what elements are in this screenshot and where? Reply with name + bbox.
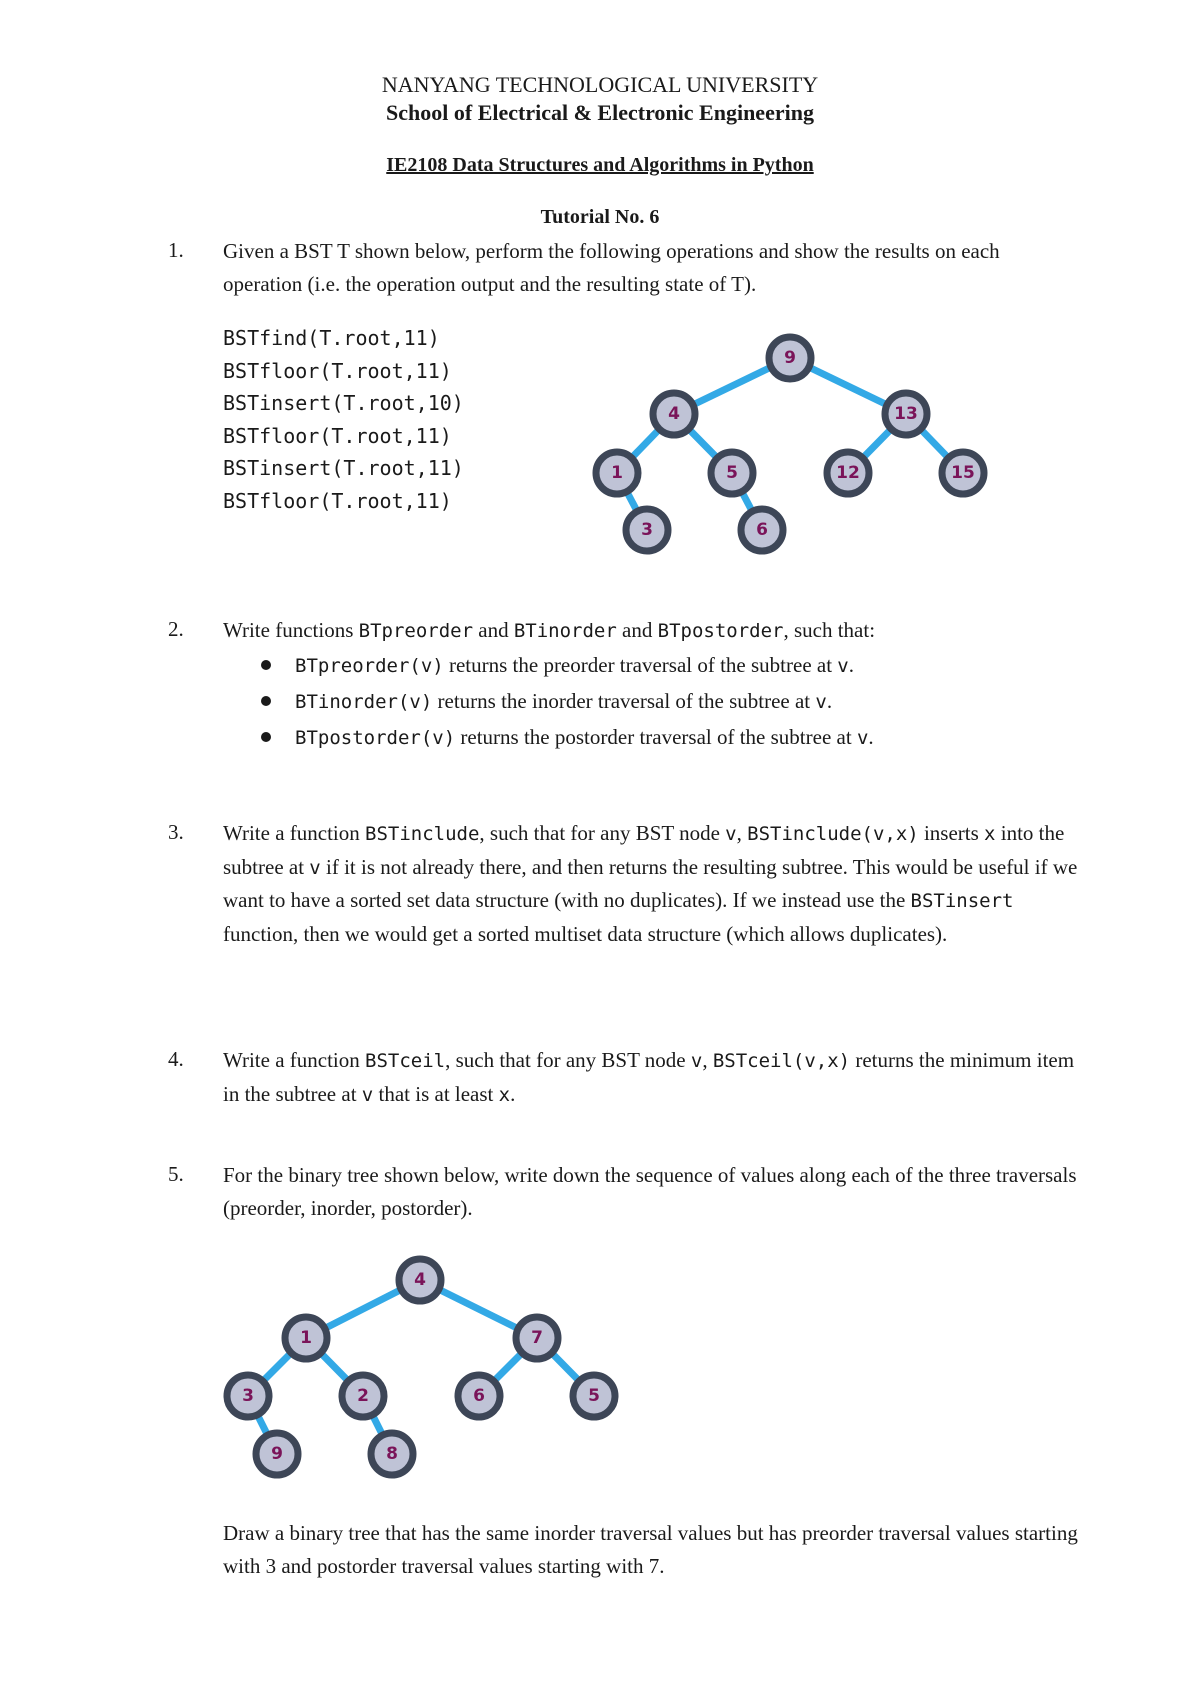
- q3-part: into the subtree at: [223, 821, 1065, 879]
- list-item: [223, 648, 1083, 684]
- q4-code: v: [361, 1083, 374, 1106]
- node-label: 6: [473, 1386, 485, 1406]
- node-label: 8: [386, 1444, 398, 1464]
- q2-text: Write functions: [223, 618, 359, 642]
- tree-node: [399, 1259, 441, 1301]
- course-title: IE2108 Data Structures and Algorithms in Python: [386, 154, 814, 176]
- q2-intro: [223, 614, 1083, 648]
- tree-node: [942, 452, 984, 494]
- q4-number: 4.: [168, 1047, 184, 1071]
- q1-text: Given a BST T shown below, perform the following operations and show the results on each operation (i.e. the operation output and the resulting state of T).: [223, 239, 1000, 296]
- q4-text: [223, 1044, 1083, 1111]
- tree-node: [573, 1375, 615, 1417]
- q3-number: 3.: [168, 820, 184, 844]
- q3-code: BSTinclude(v,x): [747, 823, 919, 845]
- node-label: 3: [641, 520, 653, 540]
- bullet-icon: [261, 696, 271, 706]
- q2-period: .: [868, 725, 874, 749]
- bullet-icon: [261, 732, 271, 742]
- q5-followup: Draw a binary tree that has the same inorder traversal values but has preorder traversal values starting with 3 and postorder traversal values starting with 7.: [223, 1521, 1078, 1578]
- q1-op: BSTinsert(T.root,11): [223, 456, 464, 480]
- q2-fn-inorder: BTinorder: [513, 620, 617, 642]
- q3-code: v: [309, 856, 321, 879]
- q3-part: Write a function: [223, 821, 366, 845]
- tree-node: [711, 452, 753, 494]
- q2-bullet-list: [223, 648, 1083, 756]
- q5-text: For the binary tree shown below, write down the sequence of values along each of the three traversals (preorder, inorder, postorder).: [223, 1163, 1077, 1220]
- q3-part: , such that for any BST node: [479, 821, 726, 845]
- q1-number: 1.: [168, 238, 184, 262]
- node-label: 1: [300, 1328, 312, 1348]
- tree-node: [653, 393, 695, 435]
- school-name: School of Electrical & Electronic Engineering: [386, 100, 814, 125]
- q3-part: if it is not already there, and then returns the resulting subtree. This would be useful if we want to have a sorted set data structure (with no duplicates). If we instead use the: [223, 854, 1078, 912]
- university-name: NANYANG TECHNOLOGICAL UNIVERSITY: [381, 72, 819, 97]
- node-label: 3: [242, 1386, 254, 1406]
- tree-node: [741, 509, 783, 551]
- q3-part: inserts: [918, 821, 985, 845]
- q2-fn-postorder: BTpostorder: [657, 620, 784, 642]
- q2-text: and: [616, 618, 658, 642]
- q2-fn-preorder: BTpreorder: [358, 620, 474, 642]
- node-label: 5: [588, 1386, 600, 1406]
- q1-op: BSTfloor(T.root,11): [223, 423, 452, 448]
- node-label: 9: [784, 348, 796, 368]
- q3-code: BSTinclude: [365, 823, 480, 845]
- q1-op: BSTfind(T.root,11): [223, 326, 440, 350]
- tree-node: [371, 1433, 413, 1475]
- q4-part: that is at least: [373, 1081, 499, 1106]
- node-label: 4: [668, 404, 680, 424]
- q2-text: and: [473, 618, 514, 642]
- tree-node: [769, 337, 811, 379]
- q4-code: BSTceil(v,x): [712, 1050, 851, 1072]
- tree-node: [596, 452, 638, 494]
- q2-var: v: [837, 655, 849, 677]
- node-label: 4: [414, 1270, 426, 1290]
- q2-bullet-text: returns the inorder traversal of the subtree at: [432, 689, 816, 713]
- q4-part: , such that for any BST node: [445, 1048, 691, 1072]
- q1-op: BSTinsert(T.root,10): [223, 391, 464, 415]
- q1-op: BSTfloor(T.root,11): [223, 488, 452, 513]
- q3-text: [223, 817, 1083, 950]
- q2-bullet-text: returns the postorder traversal of the subtree at: [455, 725, 857, 749]
- q5-tree: [227, 1259, 615, 1475]
- list-item: [223, 720, 1083, 756]
- q4-part: Write a function: [223, 1048, 366, 1072]
- q2-period: .: [826, 689, 833, 713]
- q4-code: x: [498, 1083, 511, 1106]
- q2-var: v: [856, 727, 869, 749]
- tree-node: [885, 393, 927, 435]
- q5-number: 5.: [168, 1162, 184, 1186]
- q3-part: function, then we would get a sorted multiset data structure (which allows duplicates).: [223, 921, 948, 946]
- tree-node: [227, 1375, 269, 1417]
- q4-code: v: [690, 1050, 703, 1072]
- q2-code: BTpreorder(v): [295, 655, 444, 677]
- tree-node: [285, 1317, 327, 1359]
- node-label: 12: [836, 463, 860, 483]
- q4-code: BSTceil: [365, 1050, 446, 1072]
- tree-node: [516, 1317, 558, 1359]
- node-label: 6: [756, 520, 768, 540]
- q2-code: BTpostorder(v): [295, 727, 456, 749]
- tutorial-number: Tutorial No. 6: [540, 206, 660, 228]
- q4-part: ,: [702, 1048, 713, 1072]
- q2-period: .: [848, 653, 854, 677]
- list-item: [223, 684, 1083, 720]
- q1-tree: [596, 337, 984, 551]
- tree-node: [626, 509, 668, 551]
- q2-number: 2.: [168, 617, 184, 641]
- node-label: 7: [531, 1328, 543, 1348]
- q3-part: ,: [736, 821, 748, 845]
- node-label: 15: [951, 463, 975, 483]
- bullet-icon: [261, 660, 271, 670]
- tree-node: [342, 1375, 384, 1417]
- node-label: 5: [726, 463, 738, 483]
- tree-node: [458, 1375, 500, 1417]
- q2-text: , such that:: [783, 618, 876, 642]
- q3-code: v: [725, 823, 737, 845]
- node-label: 9: [271, 1444, 283, 1464]
- node-label: 1: [611, 463, 623, 483]
- q3-code: x: [984, 823, 996, 845]
- node-label: 13: [894, 404, 918, 424]
- q4-part: .: [510, 1081, 516, 1106]
- tree-node: [827, 452, 869, 494]
- q4-part: returns the minimum item in the subtree at: [223, 1048, 1075, 1106]
- q1-op: BSTfloor(T.root,11): [223, 358, 452, 383]
- q3-code: BSTinsert: [910, 890, 1014, 912]
- q2-code: BTinorder(v): [295, 691, 433, 713]
- q2-bullet-text: returns the preorder traversal of the subtree at: [443, 653, 838, 677]
- node-label: 2: [357, 1386, 369, 1406]
- q2-var: v: [815, 691, 827, 713]
- tree-node: [256, 1433, 298, 1475]
